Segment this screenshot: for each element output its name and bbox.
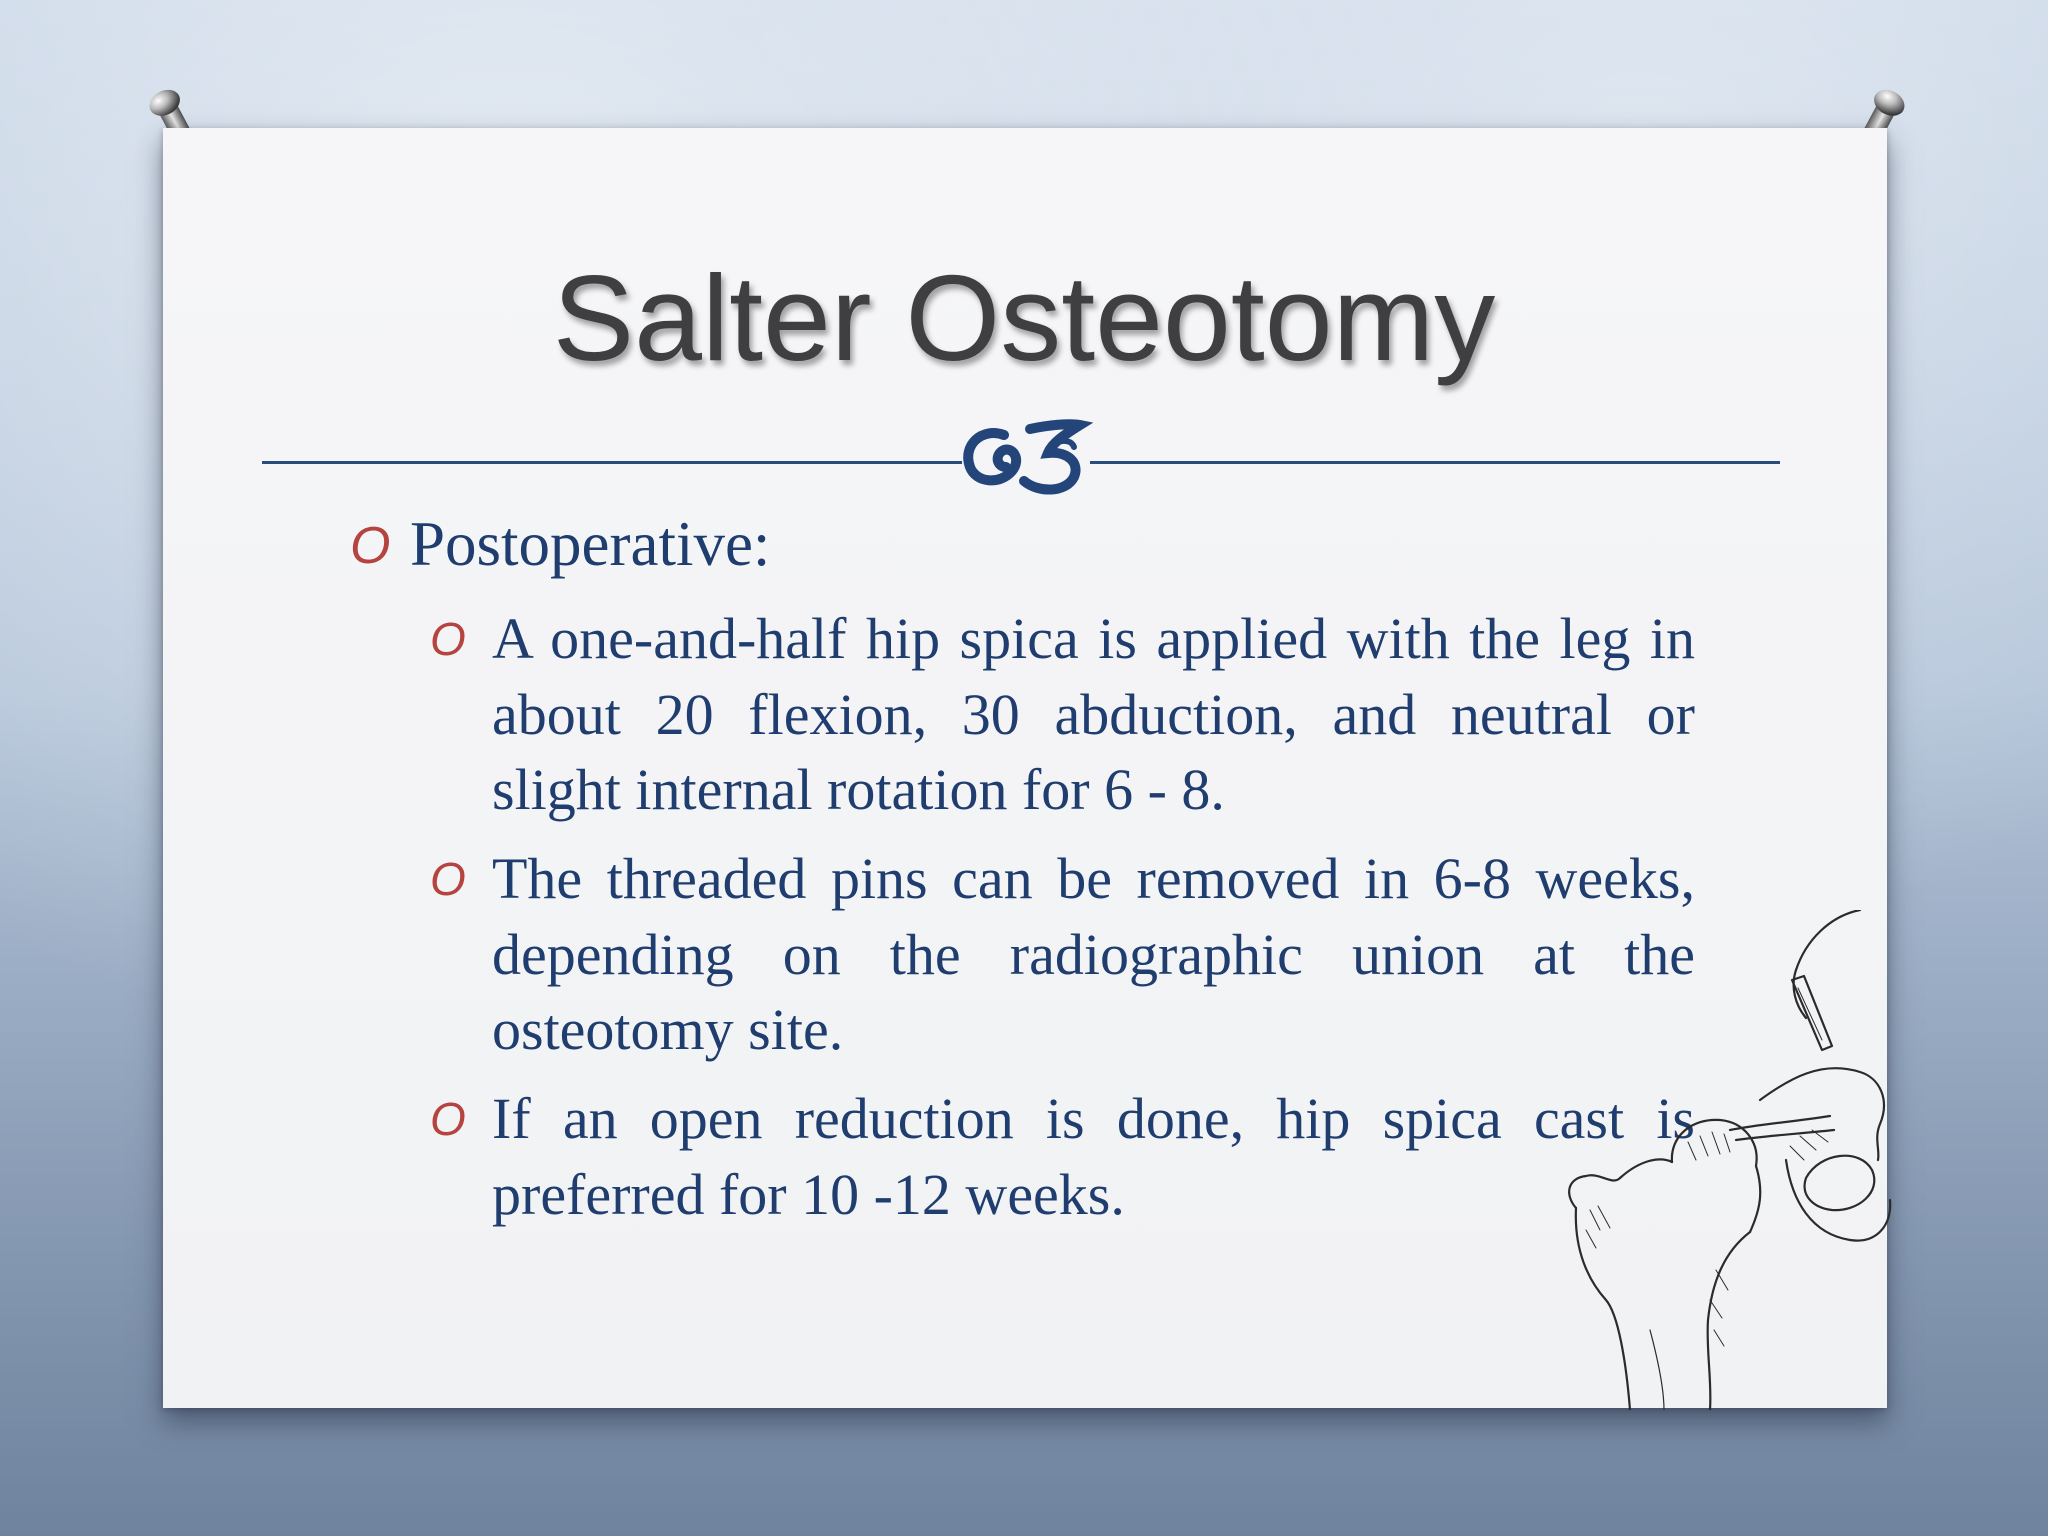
sub-bullet-open-reduction: If an open reduction is done, hip spica cast is preferred for 10 -12 weeks.: [492, 1086, 1695, 1227]
decorative-flourish-icon: [952, 405, 1102, 505]
hip-joint-sketch-icon: [1560, 910, 1895, 1410]
bullet-marker: O: [350, 517, 391, 575]
bullet-heading-postoperative: Postoperative:: [410, 509, 771, 579]
sub-bullet-pins: The threaded pins can be removed in 6-8 weeks, depending on the radiographic union at the osteotomy site.: [492, 846, 1695, 1062]
title-divider-right: [1090, 461, 1780, 464]
sub-bullet-marker: O: [430, 1093, 466, 1145]
slide-title: Salter Osteotomy: [552, 250, 1496, 386]
sub-bullet-spica: A one-and-half hip spica is applied with the leg in about 20 flexion, 30 abduction, and neutral or slight internal rotation for 6 - 8.: [492, 606, 1695, 822]
sub-bullet-marker: O: [430, 613, 466, 665]
sub-bullet-marker: O: [430, 853, 466, 905]
title-divider-left: [262, 461, 962, 464]
